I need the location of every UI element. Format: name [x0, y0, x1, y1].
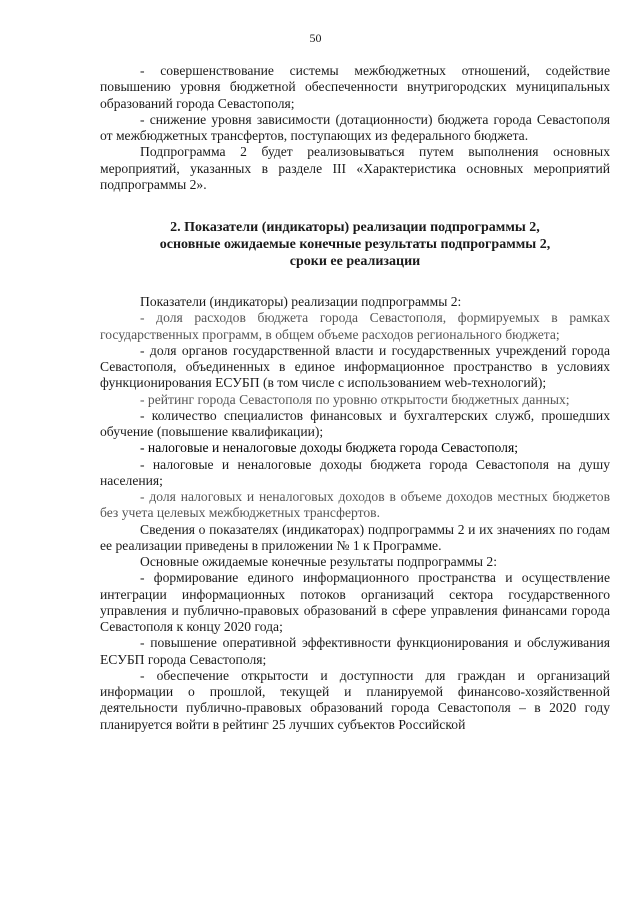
indicator-item: - налоговые и неналоговые доходы бюджета города Севастополя;	[140, 440, 518, 456]
section-heading-line-1: 2. Показатели (индикаторы) реализации подпрограммы 2,	[170, 220, 540, 235]
indicators-note: Сведения о показателях (индикаторах) подпрограммы 2 и их значениях по годам ее реализации приведены в приложении № 1 к Программе.	[100, 521, 610, 553]
indicator-item: - рейтинг города Севастополя по уровню открытости бюджетных данных;	[140, 391, 570, 407]
result-item: - обеспечение открытости и доступности для граждан и организаций информации о прошлой, текущей и планируемой финансово-хозяйственной деятельности публично-правовых образований города Севастополя – в 2020 году планируется войти в рейтинг 25 лучших субъектов Российской	[100, 667, 610, 732]
page-number: 50	[309, 31, 322, 45]
intro-paragraph-2: - снижение уровня зависимости (дотационности) бюджета города Севастополя от межбюджетных трансфертов, поступающих из федерального бюджета.	[100, 111, 610, 143]
results-intro: Основные ожидаемые конечные результаты подпрограммы 2:	[140, 554, 498, 569]
indicators-intro: Показатели (индикаторы) реализации подпрограммы 2:	[140, 294, 462, 309]
indicator-item: - налоговые и неналоговые доходы бюджета города Севастополя на душу населения;	[100, 456, 610, 488]
section-heading-line-3: сроки ее реализации	[289, 254, 421, 269]
intro-paragraph-3: Подпрограмма 2 будет реализовываться путем выполнения основных мероприятий, указанных в разделе III «Характеристика основных мероприятий подпрограммы 2».	[100, 144, 610, 192]
indicator-item: - доля органов государственной власти и государственных учреждений города Севастополя, объединенных в единое информационное пространство в условиях функционирования ЕСУБП (в том числе с использованием web-технологий);	[100, 342, 610, 391]
result-item: - повышение оперативной эффективности функционирования и обслуживания ЕСУБП города Севастополя;	[100, 635, 610, 667]
indicator-item: - доля расходов бюджета города Севастополя, формируемых в рамках государственных программ, в общем объеме расходов регионального бюджета;	[100, 310, 610, 342]
result-item: - формирование единого информационного пространства и осуществление интеграции информационных потоков организаций сектора государственного управления и публично-правовых образований в сфере управления финансами города Севастополя к концу 2020 года;	[100, 570, 610, 634]
indicator-item: - количество специалистов финансовых и бухгалтерских служб, прошедших обучение (повышение квалификации);	[100, 407, 610, 439]
section-heading	[100, 219, 610, 270]
document-body	[100, 63, 610, 733]
indicator-item: - доля налоговых и неналоговых доходов в объеме доходов местных бюджетов без учета целевых межбюджетных трансфертов.	[100, 489, 610, 521]
section-heading-line-2: основные ожидаемые конечные результаты подпрограммы 2,	[159, 237, 551, 252]
intro-paragraph-1: - совершенствование системы межбюджетных отношений, содействие повышению уровня бюджетной обеспеченности внутригородских муниципальных образований города Севастополя;	[100, 63, 610, 111]
